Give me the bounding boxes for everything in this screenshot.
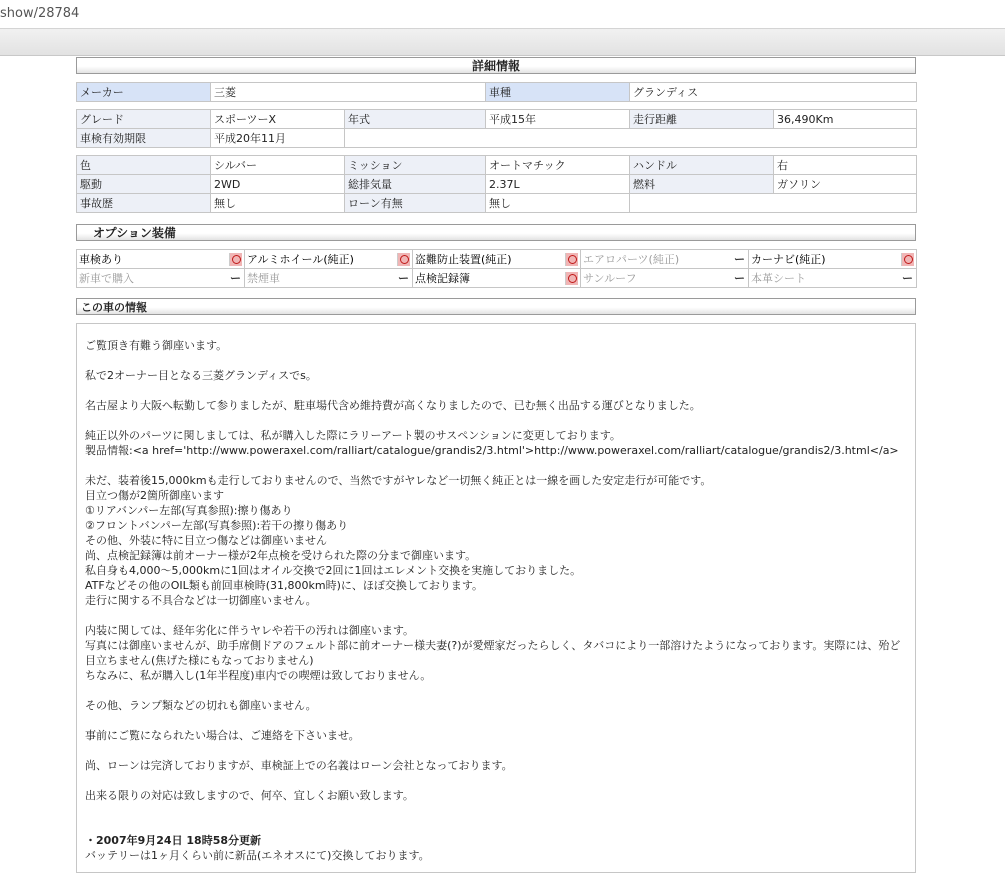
dash-mark-icon: ー [230, 272, 241, 285]
options-row [77, 250, 917, 269]
description-line: 写真には御座いませんが、助手席側ドアのフェルト部に前オーナー様夫妻(?)が愛煙家だったらしく、タバコにより一部溶けたようになっております。実際には、殆ど目立ちません(焦げた様にもなっておりません) [85, 639, 901, 667]
update-text: バッテリーは1ヶ月くらい前に新品(エネオスにて)交換しております。 [85, 849, 430, 862]
options-table [76, 249, 917, 288]
empty-cell [630, 194, 917, 213]
options-row [77, 269, 917, 288]
description-line: 内装に関しては、経年劣化に伴うヤレや若干の汚れは御座います。 [85, 624, 415, 637]
model-label: 車種 [486, 83, 630, 102]
grade-value: スポーツーX [211, 110, 345, 129]
dash-mark-icon: ー [398, 272, 409, 285]
accident-label: 事故歴 [77, 194, 211, 213]
option-cell [581, 250, 749, 269]
description-line: 純正以外のパーツに関しましては、私が購入した際にラリーアート製のサスペンションに変更しております。 [85, 429, 621, 442]
option-item [247, 251, 410, 267]
fuel-value: ガソリン [774, 175, 917, 194]
option-label: 本革シート [751, 272, 806, 285]
option-item [247, 270, 410, 286]
option-label: アルミホイール(純正) [247, 253, 354, 266]
handle-value: 右 [774, 156, 917, 175]
circle-mark-icon [397, 253, 410, 266]
circle-mark-icon [565, 253, 578, 266]
mission-value: オートマチック [486, 156, 630, 175]
paragraph-spacer [85, 683, 907, 698]
grade-table [76, 109, 917, 148]
year-label: 年式 [345, 110, 486, 129]
detail-section-title: 詳細情報 [76, 57, 916, 74]
update-heading: ・2007年9月24日 18時58分更新 [85, 834, 262, 847]
loan-label: ローン有無 [345, 194, 486, 213]
description-line: その他、ランプ類などの切れも御座いません。 [85, 699, 317, 712]
option-label: カーナビ(純正) [751, 253, 826, 266]
option-label: 盗難防止装置(純正) [415, 253, 512, 266]
paragraph-spacer [85, 713, 907, 728]
description-line: 目立つ傷が2箇所御座います [85, 489, 224, 502]
address-bar[interactable] [0, 0, 1005, 29]
empty-cell [345, 129, 917, 148]
option-cell [413, 269, 581, 288]
option-cell [245, 250, 413, 269]
circle-mark-icon [229, 253, 242, 266]
option-item [79, 270, 242, 286]
model-value: グランディス [630, 83, 917, 102]
option-item [751, 270, 914, 286]
maker-value: 三菱 [211, 83, 486, 102]
handle-label: ハンドル [630, 156, 774, 175]
maker-label: メーカー [77, 83, 211, 102]
option-cell [77, 269, 245, 288]
option-label: 車検あり [79, 253, 123, 266]
option-item [751, 251, 914, 267]
drive-value: 2WD [211, 175, 345, 194]
fuel-label: 燃料 [630, 175, 774, 194]
dash-mark-icon: ー [734, 253, 745, 266]
loan-value: 無し [486, 194, 630, 213]
paragraph-spacer [85, 413, 907, 428]
description-line: その他、外装に特に目立つ傷などは御座いません [85, 534, 327, 547]
description-line: ATFなどその他のOIL類も前回車検時(31,800km時)に、ほぼ交換しております。 [85, 579, 484, 592]
option-item [79, 251, 242, 267]
option-item [583, 270, 746, 286]
option-label: 点検記録簿 [415, 272, 470, 285]
option-cell [245, 269, 413, 288]
paragraph-spacer [85, 743, 907, 758]
option-item [415, 251, 578, 267]
description-line: 尚、点検記録簿は前オーナー様が2年点検を受けられた際の分まで御座います。 [85, 549, 477, 562]
mission-label: ミッション [345, 156, 486, 175]
paragraph-spacer [85, 383, 907, 398]
page-content [76, 57, 916, 873]
mileage-value: 36,490Km [774, 110, 917, 129]
circle-mark-icon [901, 253, 914, 266]
paragraph-spacer [85, 353, 907, 368]
year-value: 平成15年 [486, 110, 630, 129]
color-label: 色 [77, 156, 211, 175]
accident-value: 無し [211, 194, 345, 213]
description-line: 走行に関する不具合などは一切御座いません。 [85, 594, 317, 607]
description-line: ご覧頂き有難う御座います。 [85, 339, 228, 352]
description-line: 私自身も4,000～5,000kmに1回はオイル交換で2回に1回はエレメント交換を実施しておりました。 [85, 564, 582, 577]
circle-mark-icon [565, 272, 578, 285]
displacement-label: 総排気量 [345, 175, 486, 194]
browser-toolbar [0, 29, 1005, 56]
paragraph-spacer [85, 458, 907, 473]
grade-label: グレード [77, 110, 211, 129]
paragraph-spacer [85, 608, 907, 623]
description-line: 製品情報:<a href='http://www.poweraxel.com/ralliart/catalogue/grandis2/3.html'>http://www.poweraxel.com/ralliart/catalogue/grandis2/3.html</a> [85, 444, 899, 457]
spec-table [76, 155, 917, 213]
color-value: シルバー [211, 156, 345, 175]
displacement-value: 2.37L [486, 175, 630, 194]
description-line: 名古屋より大阪へ転勤して参りましたが、駐車場代含め維持費が高くなりましたので、已む無く出品する運びとなりました。 [85, 399, 701, 412]
description-line: 事前にご覧になられたい場合は、ご連絡を下さいませ。 [85, 729, 360, 742]
inspection-value: 平成20年11月 [211, 129, 345, 148]
option-label: サンルーフ [583, 272, 637, 285]
option-cell [581, 269, 749, 288]
info-section-title: この車の情報 [76, 298, 916, 315]
dash-mark-icon: ー [902, 272, 913, 285]
description-body [85, 338, 907, 803]
description-line: ①リアバンパー左部(写真参照):擦り傷あり [85, 504, 293, 517]
option-cell [413, 250, 581, 269]
description-line: ちなみに、私が購入し(1年半程度)車内での喫煙は致しておりません。 [85, 669, 432, 682]
description-line: 未だ、装着後15,000kmも走行しておりませんので、当然ですがヤレなど一切無く純正とは一線を画した安定走行が可能です。 [85, 474, 712, 487]
options-section-title: オプション装備 [76, 224, 916, 241]
dash-mark-icon: ー [734, 272, 745, 285]
drive-label: 駆動 [77, 175, 211, 194]
option-cell [77, 250, 245, 269]
option-item [583, 251, 746, 267]
option-cell [749, 269, 917, 288]
maker-table [76, 82, 917, 102]
option-item [415, 270, 578, 286]
url-text: show/28784 [0, 6, 80, 21]
description-line: 私で2オーナー目となる三菱グランディスでs。 [85, 369, 317, 382]
description-line: 尚、ローンは完済しておりますが、車検証上での名義はローン会社となっております。 [85, 759, 513, 772]
description-box [76, 323, 916, 873]
option-cell [749, 250, 917, 269]
mileage-label: 走行距離 [630, 110, 774, 129]
option-label: 新車で購入 [79, 272, 134, 285]
description-line: ②フロントバンパー左部(写真参照):若干の擦り傷あり [85, 519, 349, 532]
inspection-label: 車検有効期限 [77, 129, 211, 148]
option-label: エアロパーツ(純正) [583, 253, 680, 266]
description-line: 出来る限りの対応は致しますので、何卒、宜しくお願い致します。 [85, 789, 414, 802]
paragraph-spacer [85, 773, 907, 788]
option-label: 禁煙車 [247, 272, 280, 285]
